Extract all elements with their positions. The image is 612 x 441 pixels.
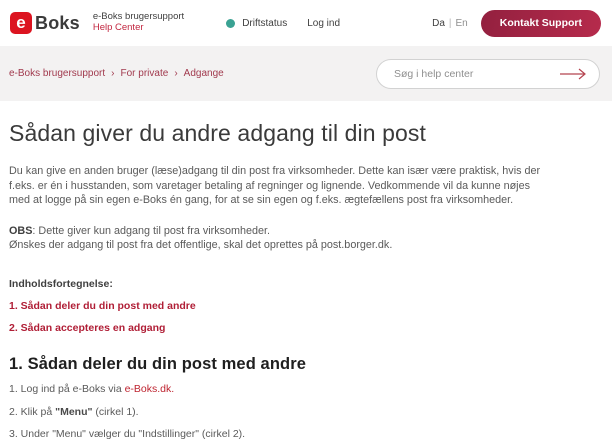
obs-line2: Ønskes der adgang til post fra det offentlige, skal det oprettes på post.borger.dk. [9, 239, 393, 251]
site-title [93, 12, 184, 34]
search-box [376, 59, 600, 89]
search-submit-button[interactable] [559, 68, 587, 80]
chevron-right-icon: › [111, 68, 115, 79]
breadcrumb [9, 68, 224, 79]
lang-en[interactable]: En [455, 17, 468, 29]
kontakt-support-button[interactable]: Kontakt Support [481, 10, 601, 37]
site-title-line1: e-Boks brugersupport [92, 11, 185, 23]
step-2-text: 2. Klik på [9, 405, 56, 418]
section1-heading: 1. Sådan deler du din post med andre [9, 354, 306, 373]
status-dot-icon [226, 19, 235, 28]
nav-driftstatus-label: Driftstatus [242, 17, 288, 29]
breadcrumb-item-adgange[interactable]: Adgange [183, 68, 224, 79]
obs-line1: : Dette giver kun adgang til post fra virksomheder. [32, 224, 271, 237]
chevron-right-icon: › [174, 68, 178, 79]
search-input[interactable] [394, 68, 559, 80]
breadcrumb-item-for-private[interactable]: For private [120, 68, 169, 79]
toc-title: Indholdsfortegnelse: [9, 277, 113, 290]
nav-driftstatus[interactable] [226, 18, 287, 29]
page-title: Sådan giver du andre adgang til din post [9, 120, 427, 146]
site-title-line2: Help Center [92, 22, 144, 33]
article-content [0, 117, 560, 441]
nav-log-ind[interactable] [307, 18, 340, 29]
eboks-dk-link[interactable]: e-Boks.dk. [124, 383, 175, 395]
breadcrumb-item-brugersupport[interactable]: e-Boks brugersupport [9, 68, 106, 79]
obs-note [9, 224, 549, 253]
toc-link-2[interactable]: 2. Sådan accepteres en adgang [9, 321, 166, 334]
obs-label: OBS [9, 224, 33, 237]
intro-paragraph: Du kan give en anden bruger (læse)adgang til din post fra virksomheder. Dette kan især være praktisk, hvis der f.eks. er én i husstanden, som varetager betaling af regninger og lignende. Vedkommende vil da kunne nøjes med at logge på sin egen e-Boks én gang, for at se sin egen og f.eks. ægtefællens post fra virksomheder. [9, 165, 541, 206]
eboks-logo-icon: e [10, 12, 32, 34]
breadcrumb-band [0, 46, 612, 101]
step-2-menu-label: "Menu" [55, 405, 93, 418]
nav-log-ind-label: Log ind [307, 17, 341, 29]
header-right [432, 10, 601, 37]
top-header [0, 0, 612, 46]
eboks-logo[interactable] [10, 12, 80, 34]
step-2 [9, 406, 560, 419]
arrow-right-icon [559, 68, 587, 80]
eboks-logo-word: Boks [35, 12, 80, 33]
toc-link-1[interactable]: 1. Sådan deler du din post med andre [9, 299, 196, 312]
step-1 [9, 383, 560, 396]
lang-separator: | [448, 17, 452, 29]
step-3: 3. Under "Menu" vælger du "Indstillinger" (cirkel 2). [9, 428, 246, 440]
lang-da[interactable]: Da [432, 17, 445, 29]
language-switcher [432, 18, 468, 29]
header-nav [226, 18, 340, 29]
step-2-post: (cirkel 1). [92, 405, 139, 418]
step-1-text: 1. Log ind på e-Boks via [9, 383, 125, 395]
